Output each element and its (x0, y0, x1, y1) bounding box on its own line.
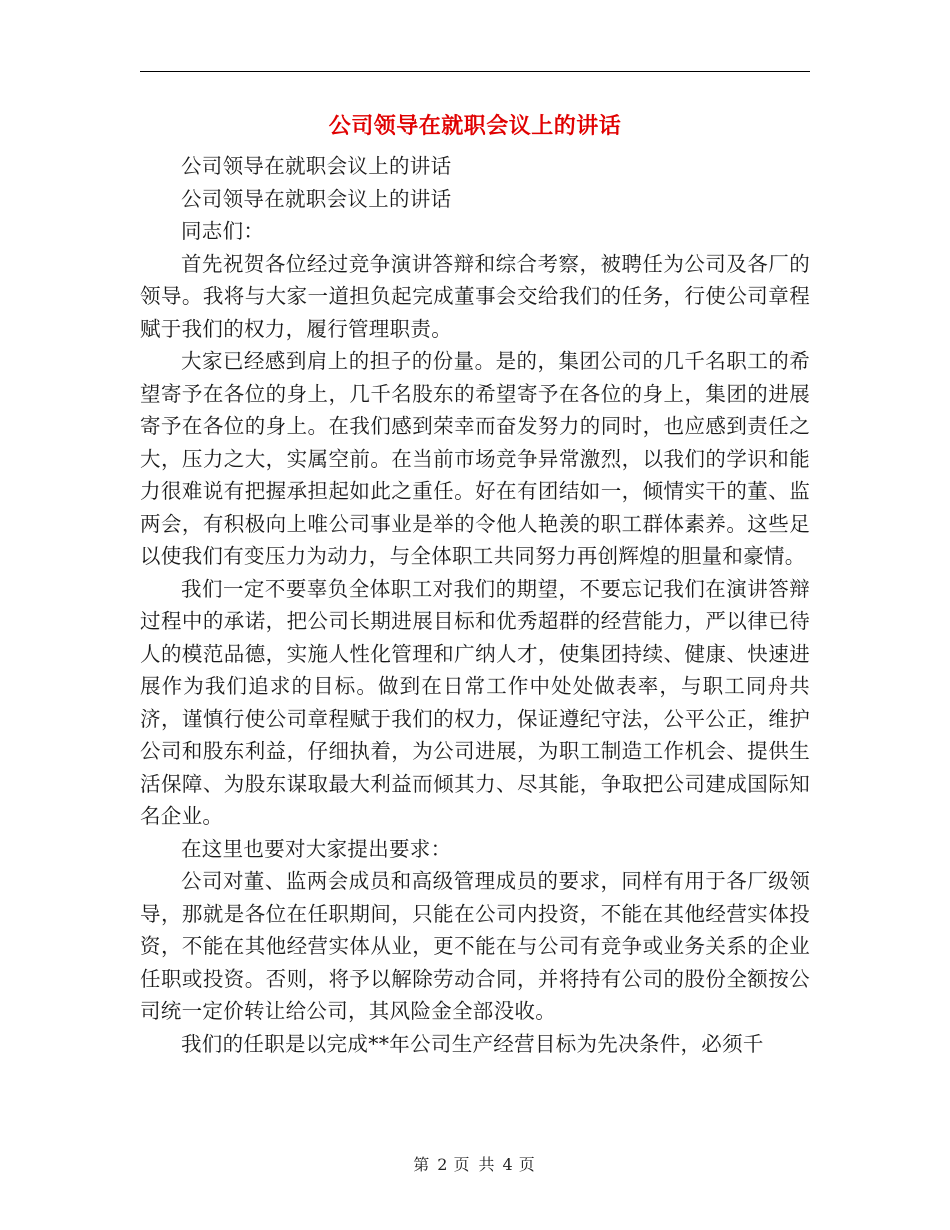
paragraph: 在这里也要对大家提出要求： (181, 836, 452, 861)
footer-suffix: 页 (518, 1155, 537, 1174)
paragraph: 首先祝贺各位经过竞争演讲答辩和综合考察，被聘任为公司及各厂的领导。我将与大家一道担负起完成董事会交给我们的任务，行使公司章程赋于我们的权力，履行管理职责。 (140, 251, 810, 341)
document-body (140, 150, 810, 1060)
footer-current-page: 2 (437, 1155, 448, 1174)
header-rule (140, 71, 810, 72)
footer-middle: 页 共 (453, 1155, 497, 1174)
document-title: 公司领导在就职会议上的讲话 (328, 113, 622, 139)
paragraph: 公司对董、监两会成员和高级管理成员的要求，同样有用于各厂级领导，那就是各位在任职期间，只能在公司内投资，不能在其他经营实体投资，不能在其他经营实体从业，更不能在与公司有竞争或业务关系的企业任职或投资。否则，将予以解除劳动合同，并将持有公司的股份全额按公司统一定价转让给公司，其风险金全部没收。 (140, 869, 810, 1023)
footer-total-pages: 4 (502, 1155, 513, 1174)
paragraph: 我们的任职是以完成**年公司生产经营目标为先决条件，必须千 (181, 1031, 764, 1056)
paragraph: 同志们： (181, 219, 265, 243)
paragraph: 大家已经感到肩上的担子的份量。是的，集团公司的几千名职工的希望寄予在各位的身上，几千名股东的希望寄予在各位的身上，集团的进展寄予在各位的身上。在我们感到荣幸而奋发努力的同时，也应感到责任之大，压力之大，实属空前。在当前市场竞争异常激烈，以我们的学识和能力很难说有把握承担起如此之重任。好在有团结如一，倾情实干的董、监两会，有积极向上唯公司事业是举的令他人艳羡的职工群体素养。这些足以使我们有变压力为动力，与全体职工共同努力再创辉煌的胆量和豪情。 (140, 349, 810, 568)
paragraph: 公司领导在就职会议上的讲话 (181, 186, 452, 211)
page-footer (0, 1152, 950, 1175)
paragraph: 公司领导在就职会议上的讲话 (181, 154, 452, 178)
paragraph: 我们一定不要辜负全体职工对我们的期望，不要忘记我们在演讲答辩过程中的承诺，把公司长期进展目标和优秀超群的经营能力，严以律已待人的模范品德，实施人性化管理和广纳人才，使集团持续、健康、快速进展作为我们追求的目标。做到在日常工作中处处做表率，与职工同舟共济，谨慎行使公司章程赋于我们的权力，保证遵纪守法，公平公正，维护公司和股东利益，仔细执着，为公司进展，为职工制造工作机会、提供生活保障、为股东谋取最大利益而倾其力、尽其能，争取把公司建成国际知名企业。 (140, 576, 810, 828)
footer-prefix: 第 (413, 1155, 432, 1174)
